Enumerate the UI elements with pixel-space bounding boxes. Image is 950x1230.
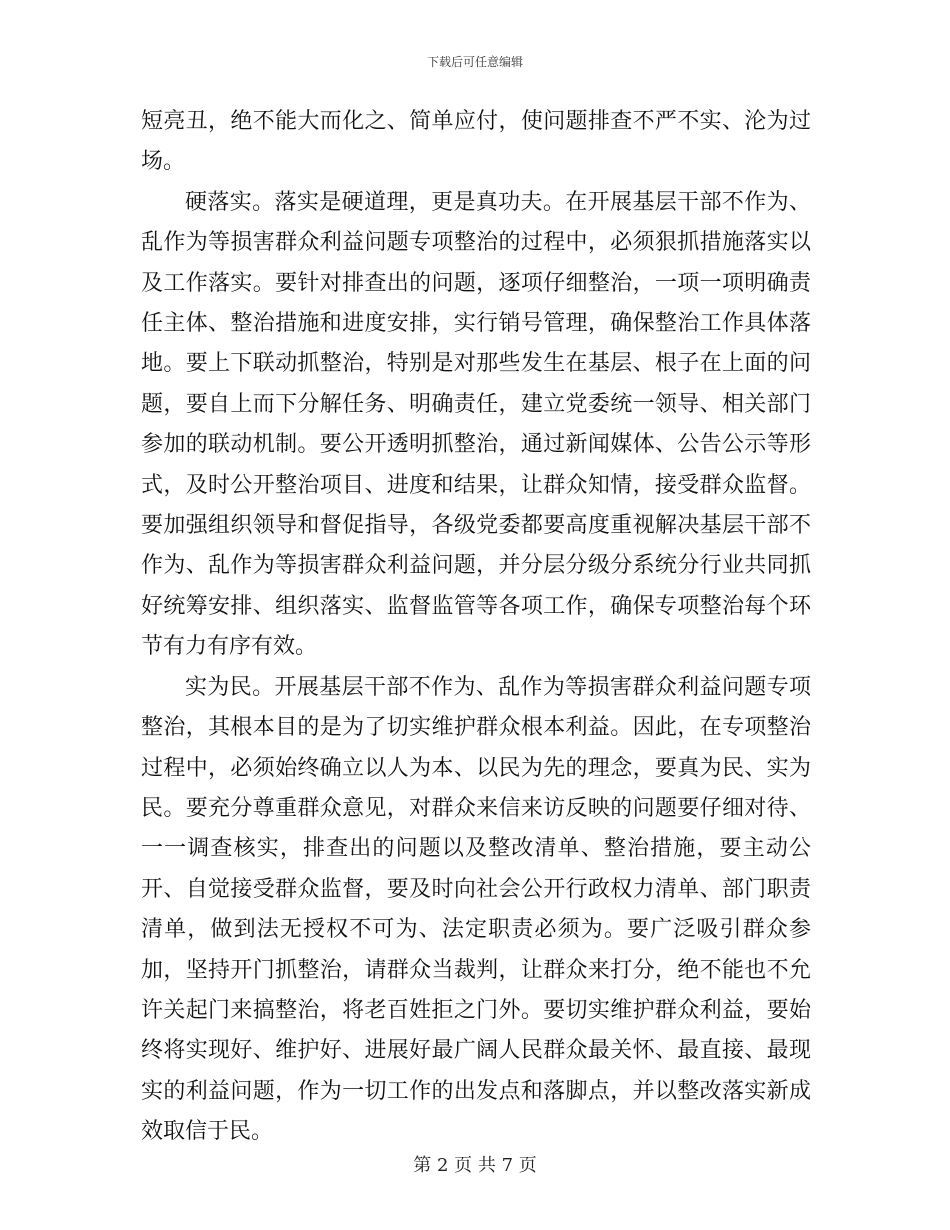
paragraph-continuation: 短亮丑，绝不能大而化之、简单应付，使问题排查不严不实、沦为过场。 — [141, 109, 811, 175]
page-header: 下载后可任意编辑 — [426, 55, 523, 69]
paragraph-for-the-people: 实为民。开展基层干部不作为、乱作为等损害群众利益问题专项整治，其根本目的是为了切实维护群众根本利益。因此，在专项整治过程中，必须始终确立以人为本、以民为先的理念，要真为民、实为民。要充分尊重群众意见，对群众来信来访反映的问题要仔细对待、一一调查核实，排查出的问题以及整改清单、整治措施，要主动公开、自觉接受群众监督，要及时向社会公开行政权力清单、部门职责清单，做到法无授权不可为、法定职责必须为。要广泛吸引群众参加，坚持开门抓整治，请群众当裁判，让群众来打分，绝不能也不允许关起门来搞整治，将老百姓拒之门外。要切实维护群众利益，要始终将实现好、维护好、进展好最广阔人民群众最关怀、最直接、最现实的利益问题，作为一切工作的出发点和落脚点，并以整改落实新成效取信于民。 — [141, 674, 811, 1145]
paragraph-hard-implementation: 硬落实。落实是硬道理，更是真功夫。在开展基层干部不作为、乱作为等损害群众利益问题专项整治的过程中，必须狠抓措施落实以及工作落实。要针对排查出的问题，逐项仔细整治，一项一项明确责任主体、整治措施和进度安排，实行销号管理，确保整治工作具体落地。要上下联动抓整治，特别是对那些发生在基层、根子在上面的问题，要自上而下分解任务、明确责任，建立党委统一领导、相关部门参加的联动机制。要公开透明抓整治，通过新闻媒体、公告公示等形式，及时公开整治项目、进度和结果，让群众知情，接受群众监督。要加强组织领导和督促指导，各级党委都要高度重视解决基层干部不作为、乱作为等损害群众利益问题，并分层分级分系统分行业共同抓好统筹安排、组织落实、监督监管等各项工作，确保专项整治每个环节有力有序有效。 — [141, 189, 811, 660]
document-body — [141, 102, 811, 1153]
page-number: 第 2 页 共 7 页 — [413, 1155, 537, 1176]
